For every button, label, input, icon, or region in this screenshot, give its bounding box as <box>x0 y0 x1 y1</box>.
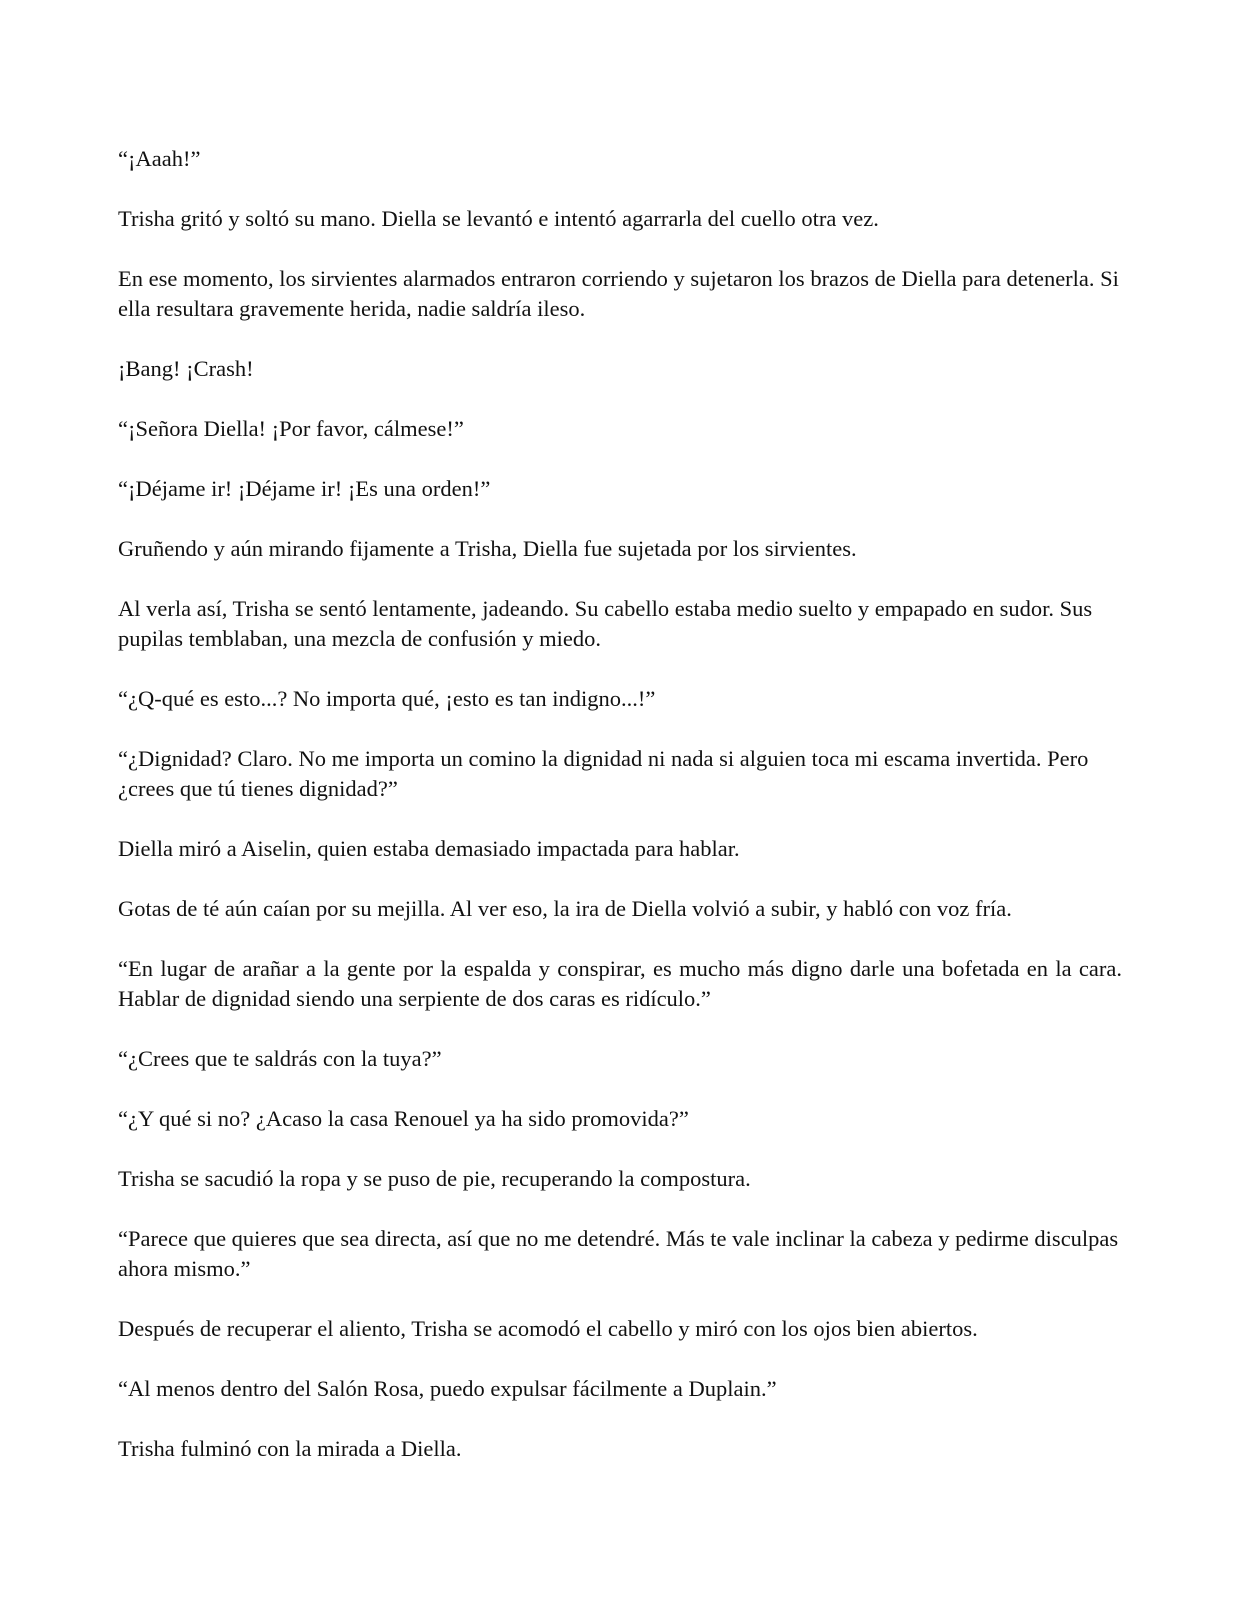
paragraph-17: “Parece que quieres que sea directa, así que no me detendré. Más te vale inclinar la cabeza y pedirme disculpas ahora mismo.” <box>118 1226 1119 1281</box>
paragraph-6: “¡Déjame ir! ¡Déjame ir! ¡Es una orden!” <box>118 476 491 501</box>
paragraph-14: “¿Crees que te saldrás con la tuya?” <box>118 1046 442 1071</box>
paragraph-15: “¿Y qué si no? ¿Acaso la casa Renouel ya ha sido promovida?” <box>118 1106 689 1131</box>
paragraph-2: Trisha gritó y soltó su mano. Diella se levantó e intentó agarrarla del cuello otra vez. <box>118 206 879 231</box>
paragraph-19: “Al menos dentro del Salón Rosa, puedo expulsar fácilmente a Duplain.” <box>118 1376 777 1401</box>
paragraph-7: Gruñendo y aún mirando fijamente a Trisha, Diella fue sujetada por los sirvientes. <box>118 536 857 561</box>
paragraph-18: Después de recuperar el aliento, Trisha se acomodó el cabello y miró con los ojos bien abiertos. <box>118 1316 978 1341</box>
paragraph-20: Trisha fulminó con la mirada a Diella. <box>118 1436 462 1461</box>
paragraph-4: ¡Bang! ¡Crash! <box>118 356 254 381</box>
paragraph-3: En ese momento, los sirvientes alarmados entraron corriendo y sujetaron los brazos de Diella para detenerla. Si ella resultara gravemente herida, nadie saldría ileso. <box>118 266 1119 321</box>
paragraph-12: Gotas de té aún caían por su mejilla. Al ver eso, la ira de Diella volvió a subir, y habló con voz fría. <box>118 896 1012 921</box>
paragraph-10: “¿Dignidad? Claro. No me importa un comino la dignidad ni nada si alguien toca mi escama invertida. Pero ¿crees que tú tienes dignidad?” <box>118 746 1089 801</box>
paragraph-8: Al verla así, Trisha se sentó lentamente, jadeando. Su cabello estaba medio suelto y empapado en sudor. Sus pupilas temblaban, una mezcla de confusión y miedo. <box>118 596 1093 651</box>
paragraph-16: Trisha se sacudió la ropa y se puso de pie, recuperando la compostura. <box>118 1166 751 1191</box>
paragraph-11: Diella miró a Aiselin, quien estaba demasiado impactada para hablar. <box>118 836 740 861</box>
paragraph-13: “En lugar de arañar a la gente por la espalda y conspirar, es mucho más digno darle una bofetada en la cara. Hablar de dignidad siendo una serpiente de dos caras es ridículo.” <box>118 956 1122 1011</box>
document-page <box>118 144 1122 1494</box>
paragraph-9: “¿Q-qué es esto...? No importa qué, ¡esto es tan indigno...!” <box>118 686 656 711</box>
paragraph-5: “¡Señora Diella! ¡Por favor, cálmese!” <box>118 416 464 441</box>
paragraph-1: “¡Aaah!” <box>118 146 201 171</box>
